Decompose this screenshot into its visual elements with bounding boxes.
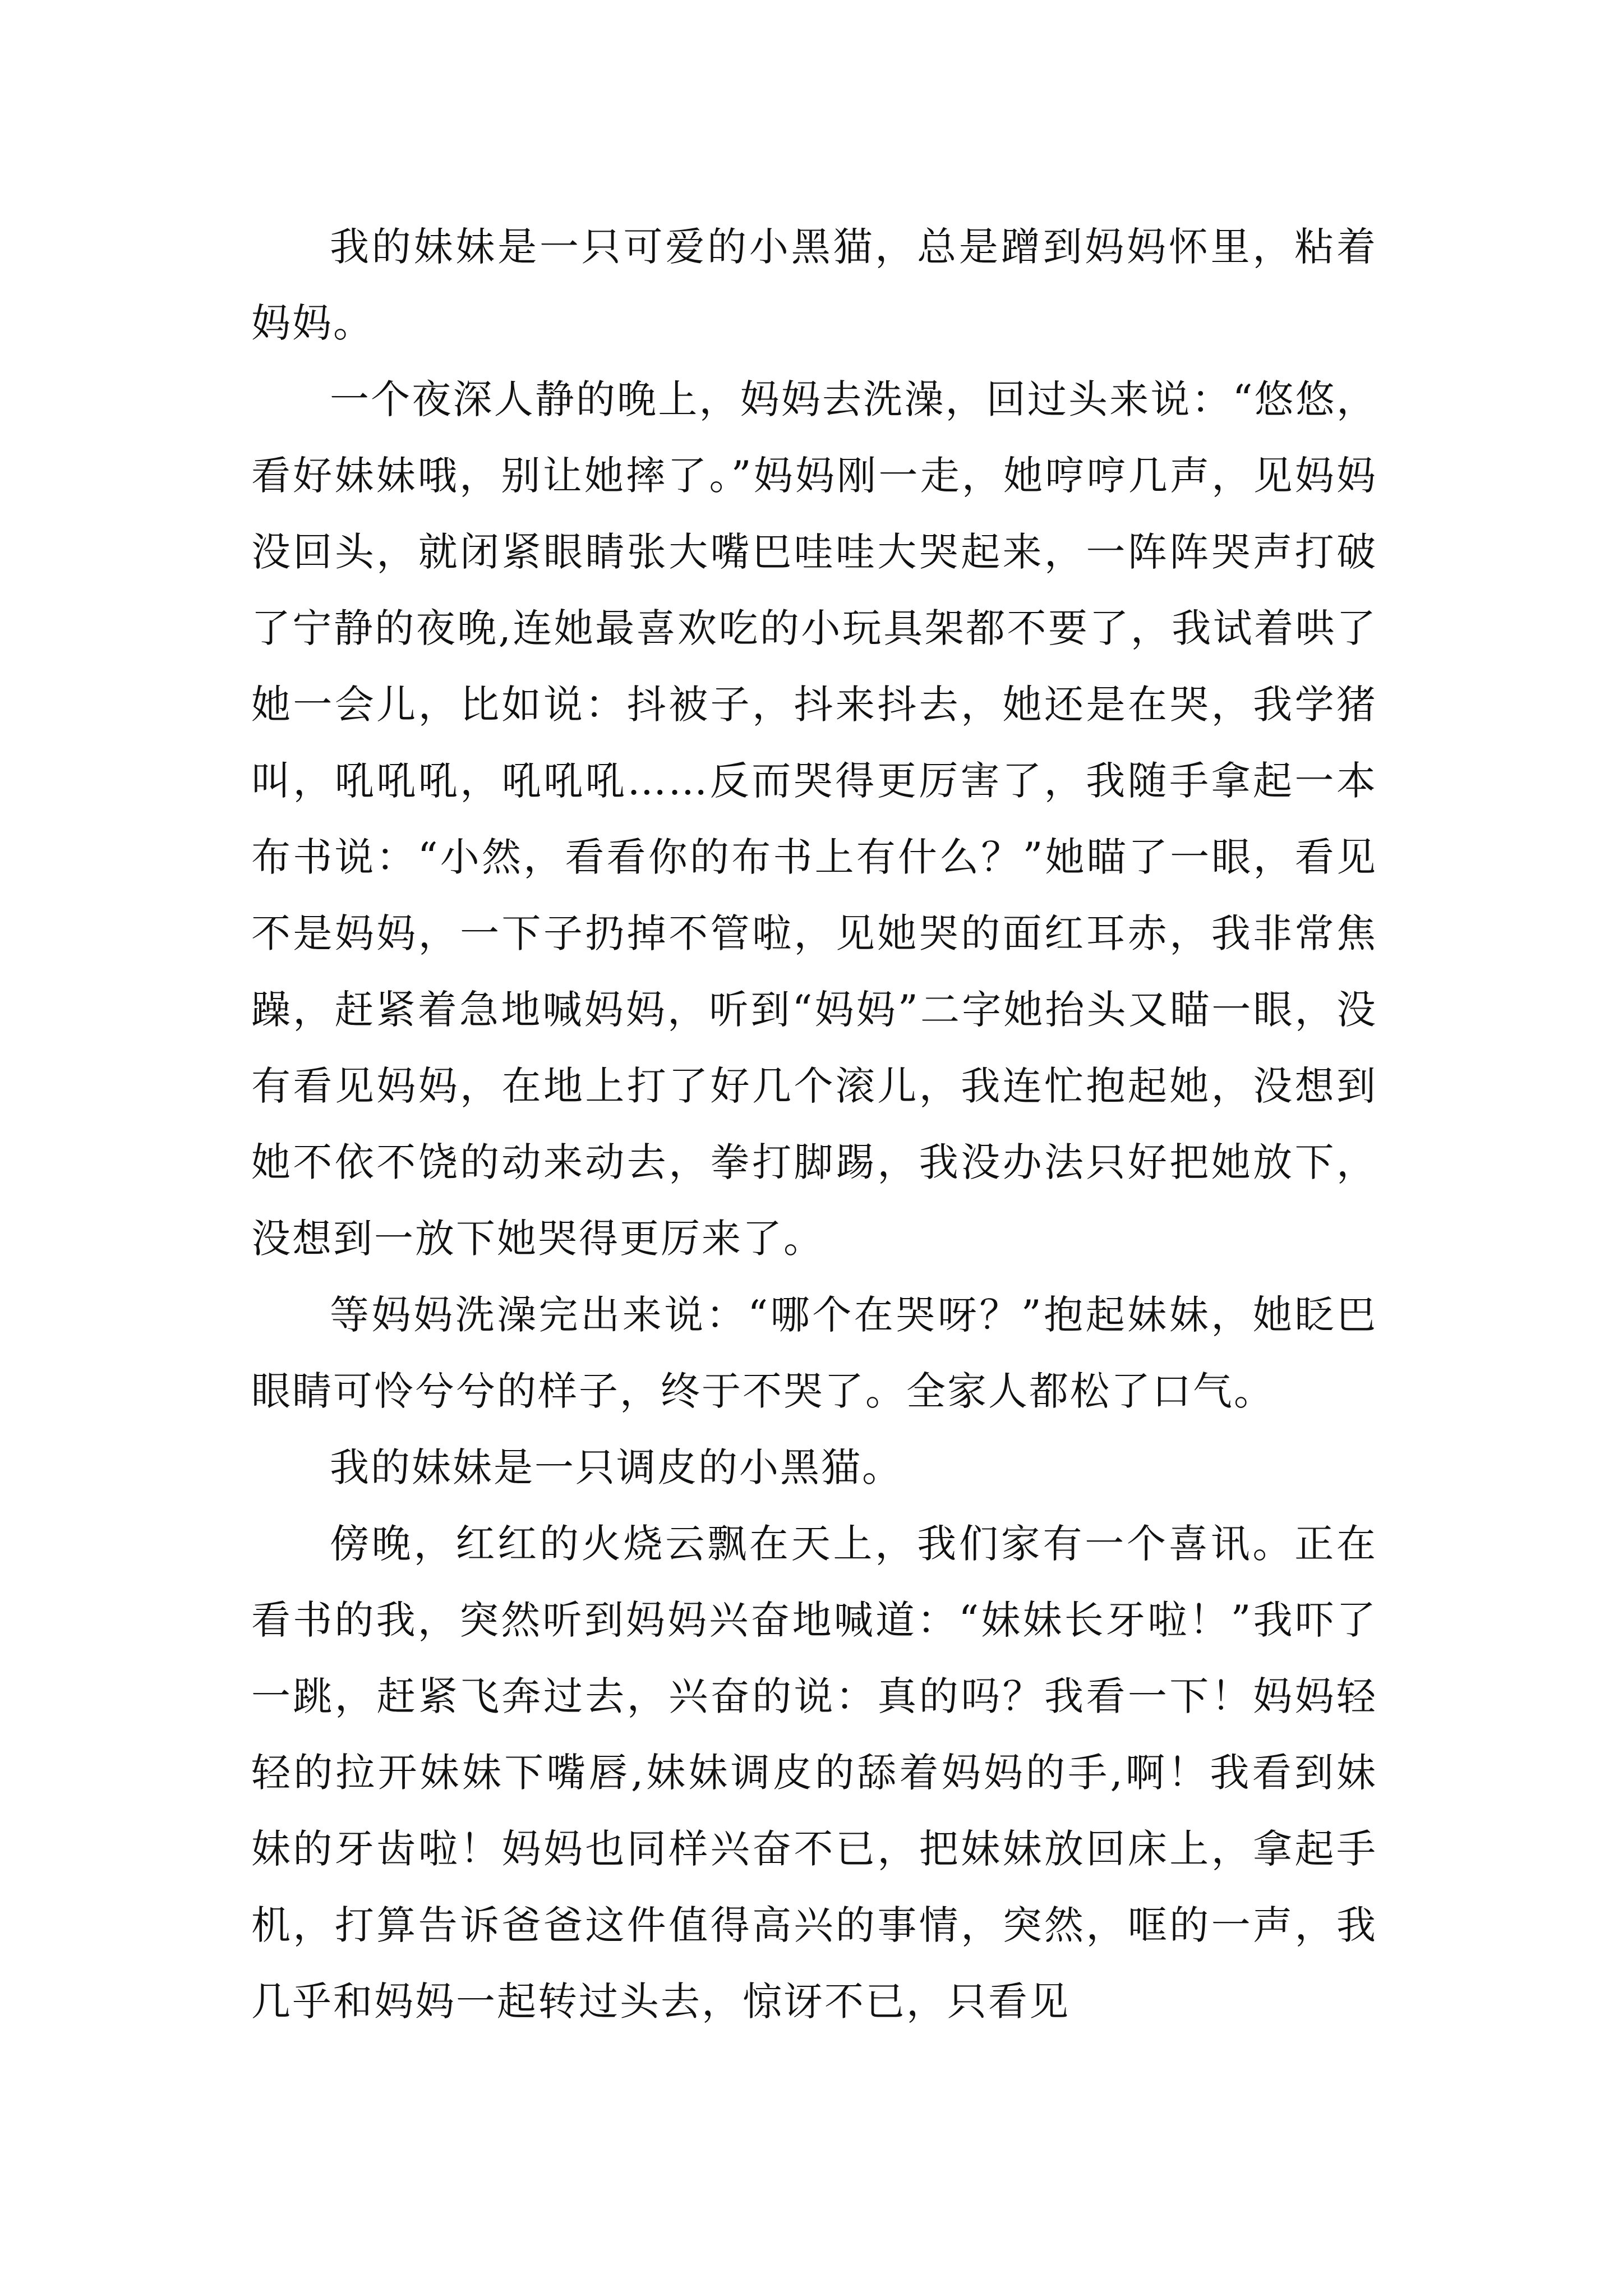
paragraph-2: 一个夜深人静的晚上，妈妈去洗澡，回过头来说：“悠悠，看好妹妹哦，别让她摔了。”妈妈刚一走，她哼哼几声，见妈妈没回头，就闭紧眼睛张大嘴巴哇哇大哭起来，一阵阵哭声打破了宁静的夜晚,连她最喜欢吃的小玩具架都不要了，我试着哄了她一会儿，比如说：抖被子，抖来抖去，她还是在哭，我学猪叫，吼吼吼，吼吼吼……反而哭得更厉害了，我随手拿起一本布书说：“小然，看看你的布书上有什么？”她瞄了一眼，看见不是妈妈，一下子扔掉不管啦，见她哭的面红耳赤，我非常焦躁，赶紧着急地喊妈妈，听到“妈妈”二字她抬头又瞄一眼，没有看见妈妈，在地上打了好几个滚儿，我连忙抱起她，没想到她不依不饶的动来动去，拳打脚踢，我没办法只好把她放下，没想到一放下她哭得更厉来了。 [251, 376, 1377, 1262]
paragraph-5: 傍晚，红红的火烧云飘在天上，我们家有一个喜讯。正在看书的我，突然听到妈妈兴奋地喊道：“妹妹长牙啦！”我吓了一跳，赶紧飞奔过去，兴奋的说：真的吗？我看一下！妈妈轻轻的拉开妹妹下嘴唇,妹妹调皮的舔着妈妈的手,啊！我看到妹妹的牙齿啦！妈妈也同样兴奋不已，把妹妹放回床上，拿起手机，打算告诉爸爸这件值得高兴的事情，突然，哐的一声，我几乎和妈妈一起转过头去，惊讶不已，只看见 [251, 1521, 1377, 2024]
paragraph-1: 我的妹妹是一只可爱的小黑猫，总是蹭到妈妈怀里，粘着妈妈。 [251, 224, 1377, 346]
paragraph-4: 我的妹妹是一只调皮的小黑猫。 [330, 1444, 903, 1490]
document-body [251, 209, 1377, 2040]
paragraph-3: 等妈妈洗澡完出来说：“哪个在哭呀？”抱起妹妹，她眨巴眼睛可怜兮兮的样子，终于不哭了。全家人都松了口气。 [251, 1292, 1377, 1414]
